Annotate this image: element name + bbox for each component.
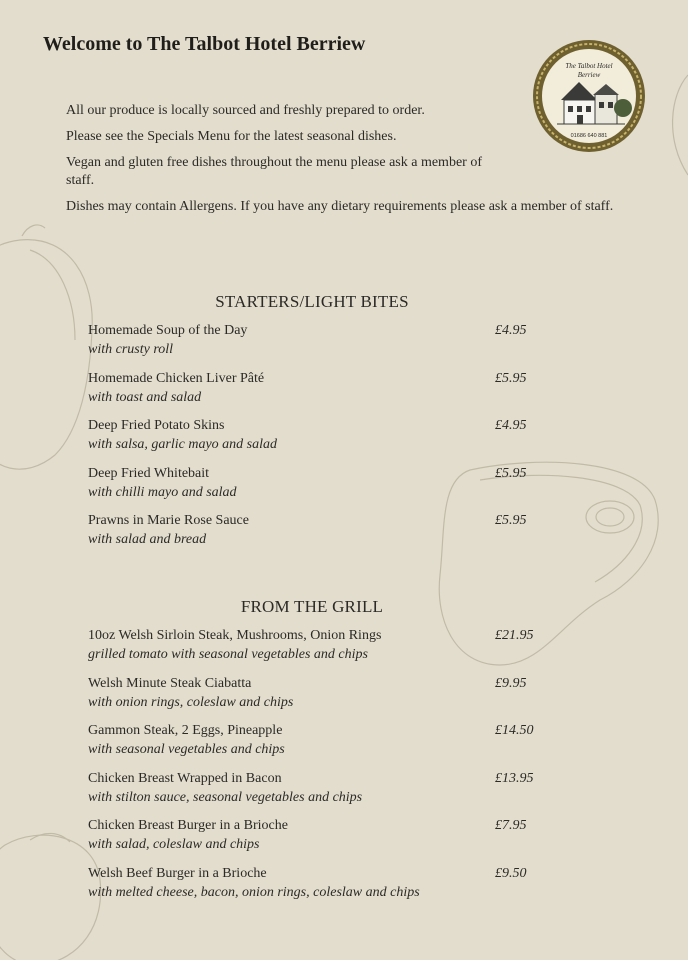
pear-sketch-icon: [0, 240, 92, 470]
item-name: Chicken Breast Burger in a Brioche: [88, 818, 288, 833]
menu-item: [88, 465, 558, 513]
item-price: £21.95: [495, 628, 534, 643]
item-price: £5.95: [495, 370, 527, 386]
item-name: Homemade Soup of the Day: [88, 323, 248, 338]
item-price: £9.95: [495, 675, 527, 691]
item-description: with crusty roll: [88, 342, 174, 357]
item-description: with salsa, garlic mayo and salad: [88, 437, 278, 452]
item-name: Homemade Chicken Liver Pâté: [88, 370, 265, 386]
section-heading-grill: FROM THE GRILL: [240, 597, 384, 616]
leaf-sketch-icon: [673, 75, 688, 175]
item-description: with onion rings, coleslaw and chips: [88, 694, 294, 710]
intro-line: Vegan and gluten free dishes throughout the menu please ask a member of staff.: [66, 155, 482, 188]
menu-item: [88, 675, 558, 723]
item-description: with toast and salad: [88, 389, 202, 405]
item-name: Prawns in Marie Rose Sauce: [88, 513, 249, 528]
item-price: £7.95: [495, 818, 527, 833]
intro-line: Dishes may contain Allergens. If you have any dietary requirements please ask a member of staff.: [66, 199, 614, 214]
item-description: with chilli mayo and salad: [88, 484, 237, 500]
menu-item: [88, 370, 558, 418]
grill-list: [88, 627, 558, 912]
item-name: Chicken Breast Wrapped in Bacon: [88, 770, 282, 786]
menu-item: [88, 722, 558, 770]
logo-top-text: The Talbot Hotel: [565, 62, 613, 70]
item-description: with seasonal vegetables and chips: [88, 742, 285, 757]
item-price: £5.95: [495, 465, 527, 481]
item-price: £14.50: [495, 723, 534, 738]
item-name: Gammon Steak, 2 Eggs, Pineapple: [88, 723, 283, 738]
item-name: Deep Fried Potato Skins: [88, 418, 225, 433]
item-description: with salad and bread: [88, 532, 207, 547]
logo-phone: 01686 640 881: [570, 133, 608, 139]
section-heading-starters: STARTERS/LIGHT BITES: [215, 292, 409, 311]
tomato-sketch-icon: [0, 835, 101, 960]
menu-item: [88, 770, 558, 818]
page-title: Welcome to The Talbot Hotel Berriew: [43, 33, 366, 55]
menu-item: [88, 322, 558, 370]
item-price: £9.50: [495, 865, 527, 881]
item-name: Welsh Minute Steak Ciabatta: [88, 675, 252, 691]
starters-list: [88, 322, 558, 560]
item-name: 10oz Welsh Sirloin Steak, Mushrooms, Onion Rings: [88, 628, 382, 643]
item-price: £4.95: [495, 323, 527, 338]
menu-item: [88, 417, 558, 465]
intro-notes: [66, 102, 641, 224]
intro-line: All our produce is locally sourced and freshly prepared to order.: [66, 103, 425, 118]
item-price: £13.95: [495, 770, 534, 786]
item-name: Deep Fried Whitebait: [88, 465, 210, 481]
menu-item: [88, 817, 558, 865]
logo-sub-text: Berriew: [577, 71, 601, 79]
menu-item: [88, 512, 558, 560]
menu-item: [88, 627, 558, 675]
item-name: Welsh Beef Burger in a Brioche: [88, 865, 267, 881]
item-description: grilled tomato with seasonal vegetables and chips: [88, 647, 368, 662]
item-price: £5.95: [495, 513, 527, 528]
item-description: with salad, coleslaw and chips: [88, 837, 260, 852]
item-description: with melted cheese, bacon, onion rings, coleslaw and chips: [88, 884, 420, 900]
item-description: with stilton sauce, seasonal vegetables and chips: [88, 789, 363, 805]
menu-item: [88, 865, 558, 913]
item-price: £4.95: [495, 418, 527, 433]
intro-line: Please see the Specials Menu for the latest seasonal dishes.: [66, 129, 397, 144]
